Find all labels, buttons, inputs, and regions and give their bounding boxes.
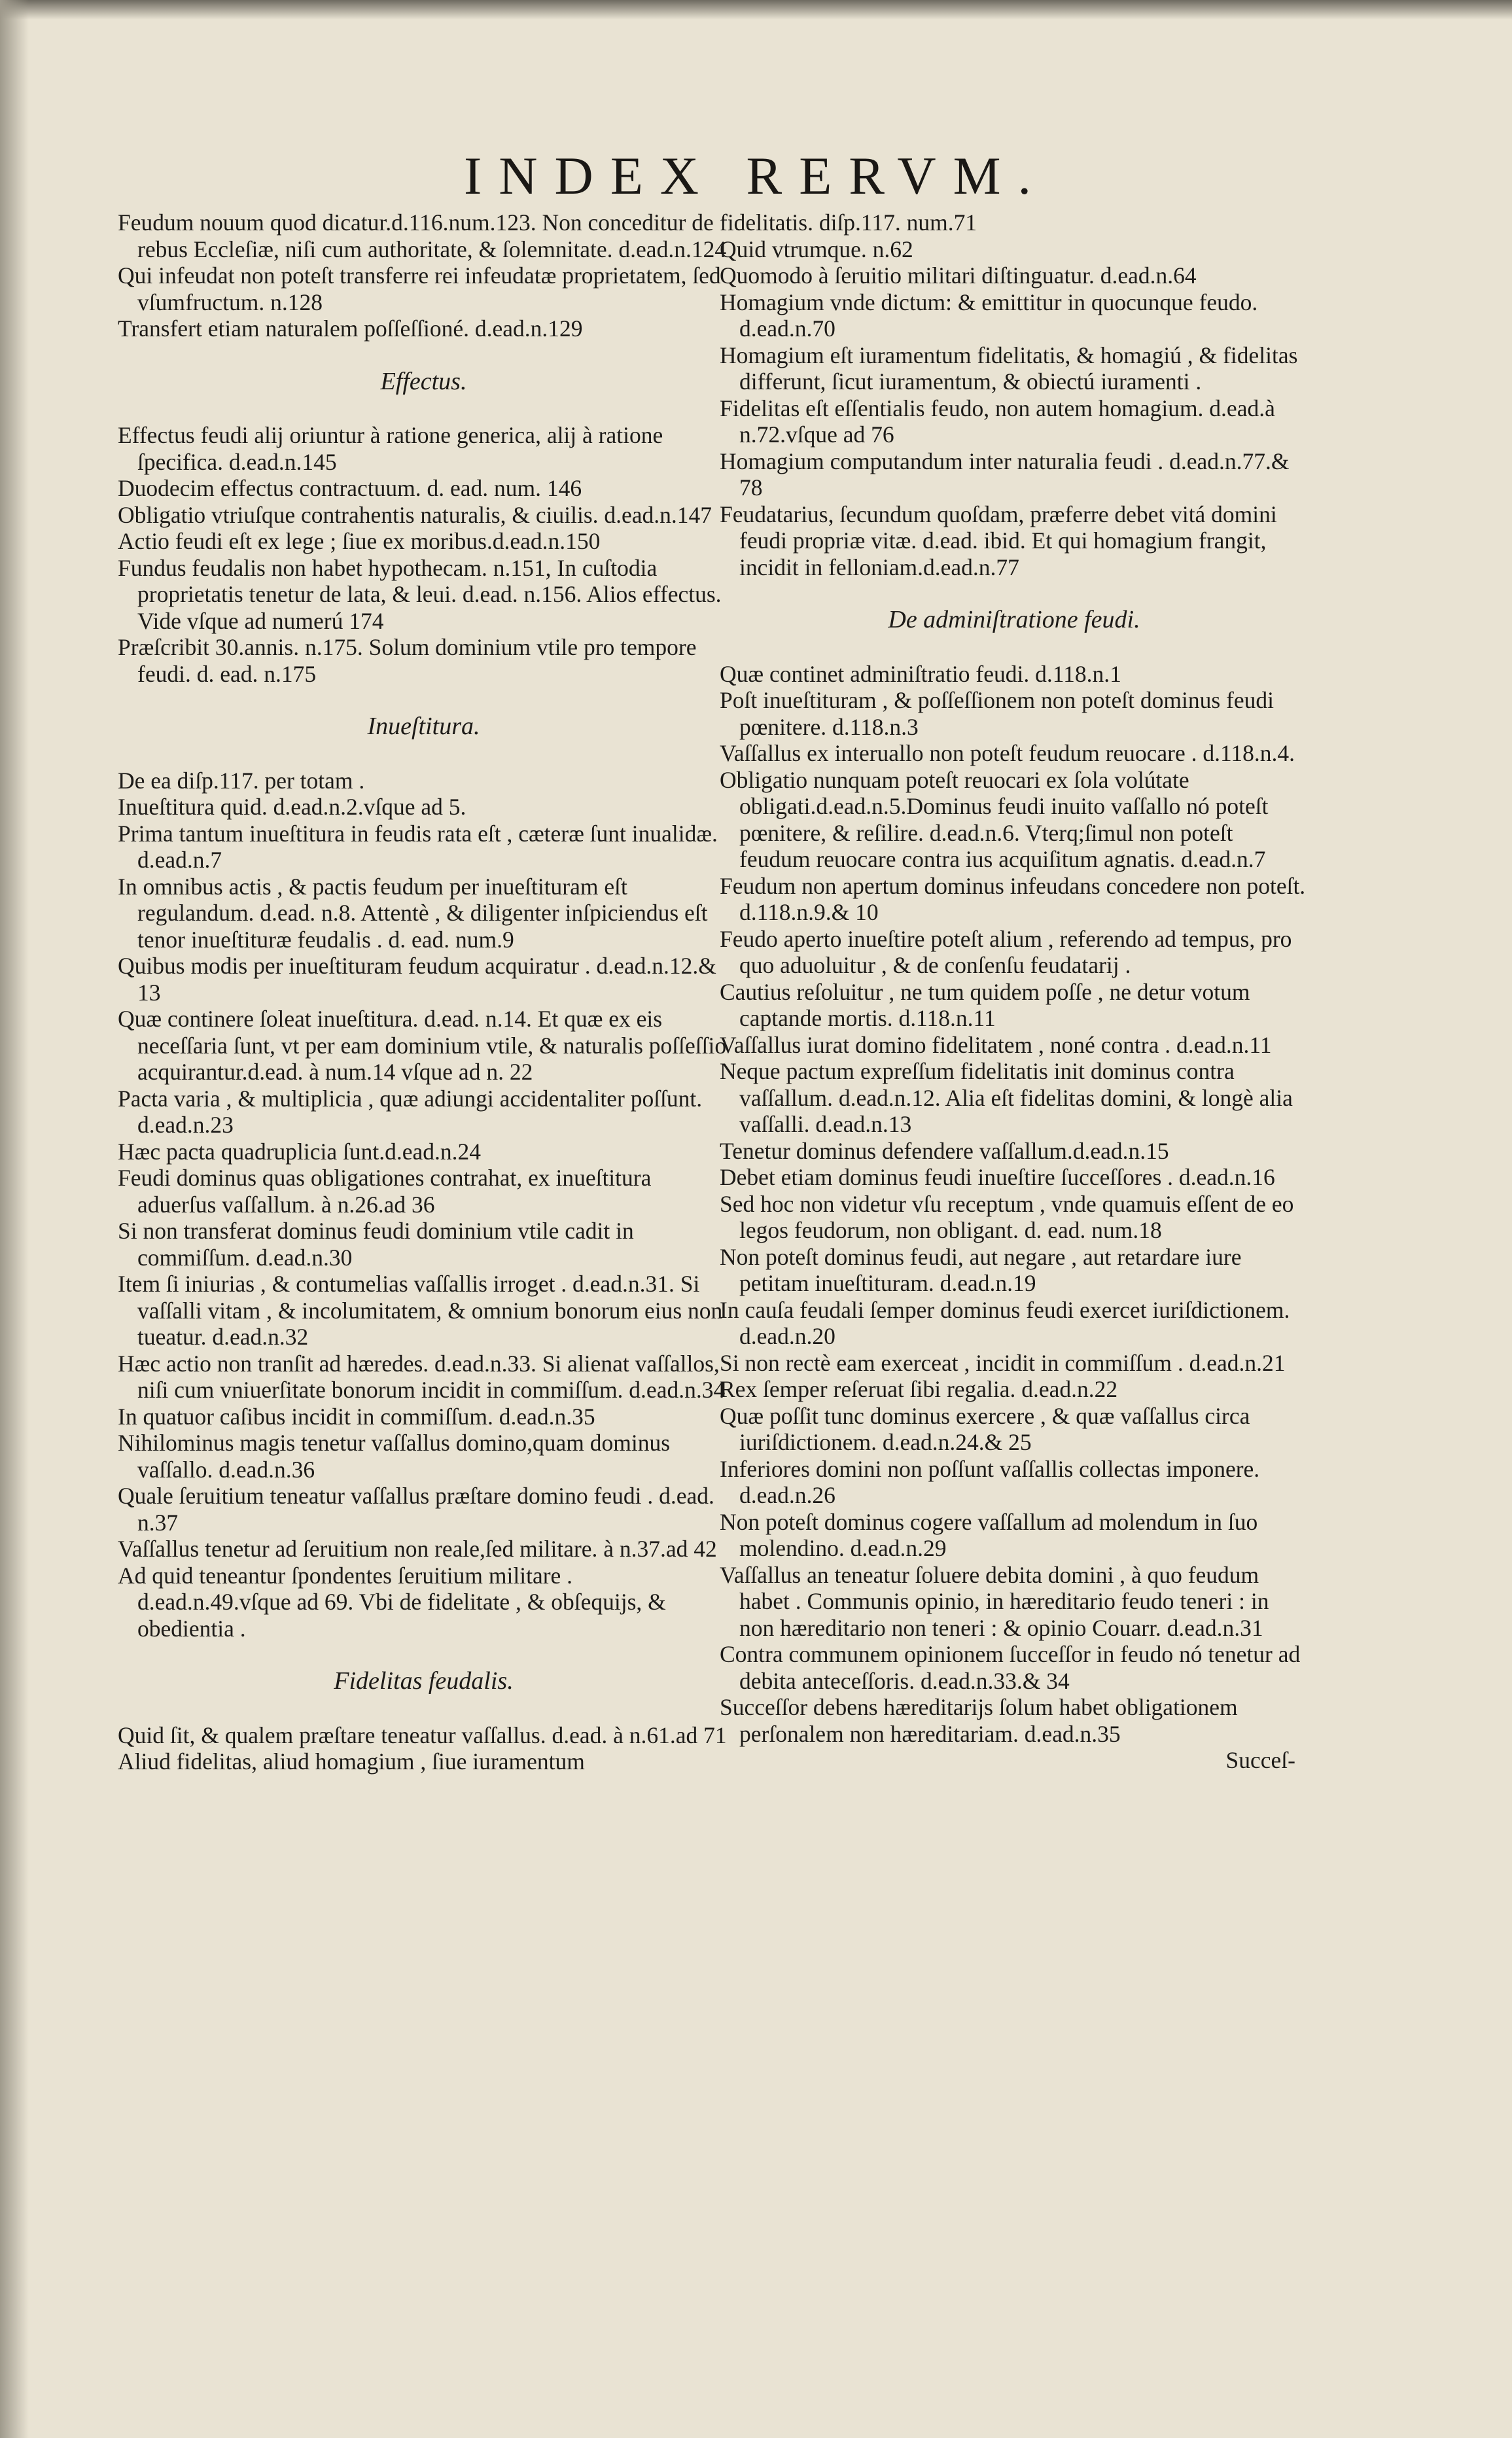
index-entry: Effectus feudi alij oriuntur à ratione generica, alij à ratione ſpecifica. d.ead.n.145 bbox=[118, 422, 663, 475]
index-entry: Contra communem opinionem ſucceſſor in feudo nó tenetur ad debita anteceſſoris. d.ead.n.33.& 34 bbox=[720, 1641, 1301, 1694]
index-entry: Feudum non apertum dominus infeudans concedere non poteſt. d.118.n.9.& 10 bbox=[720, 872, 1306, 925]
index-entry: Transfert etiam naturalem poſſeſſioné. d.ead.n.129 bbox=[118, 315, 583, 342]
index-entry: Non poteſt dominus feudi, aut negare , aut retardare iure petitam inueſtituram. d.ead.n.19 bbox=[720, 1243, 1242, 1296]
index-entry: Obligatio vtriuſque contrahentis naturalis, & ciuilis. d.ead.n.147 bbox=[118, 501, 712, 528]
index-entry: Cautius reſoluitur , ne tum quidem poſſe , ne detur votum captande mortis. d.118.n.11 bbox=[720, 978, 1250, 1031]
index-entry: Feudatarius, ſecundum quoſdam, præferre debet vitá domini feudi propriæ vitæ. d.ead. ibid. Et qui homagium frangit, incidit in felloniam.d.ead.n.77 bbox=[720, 501, 1277, 580]
index-entry: Quomodo à ſeruitio militari diſtinguatur. d.ead.n.64 bbox=[720, 262, 1197, 289]
index-entry: Item ſi iniurias , & contumelias vaſſallis irroget . d.ead.n.31. Si vaſſalli vitam , & incolumitatem, & omnium bonorum eius non tueatur. d.ead.n.32 bbox=[118, 1271, 723, 1350]
index-entry: Inferiores domini non poſſunt vaſſallis collectas imponere. d.ead.n.26 bbox=[720, 1455, 1260, 1508]
index-entry: Inueſtitura quid. d.ead.n.2.vſque ad 5. bbox=[118, 794, 466, 820]
index-entry: Fundus feudalis non habet hypothecam. n.151, In cuſtodia proprietatis tenetur de lata, & leui. d.ead. n.156. Alios effectus. Vide vſque ad numerú 174 bbox=[118, 554, 722, 634]
section-title-administratione: De adminiſtratione feudi. bbox=[888, 606, 1140, 633]
index-entry: Vaſſallus an teneatur ſoluere debita domini , à quo feudum habet . Communis opinio, in hæreditario feudo teneri : in non hæreditario non teneri : & opinio Couarr. d.ead.n.31 bbox=[720, 1561, 1269, 1641]
left-column bbox=[118, 209, 730, 1775]
index-entry: Nihilominus magis tenetur vaſſallus domino,quam dominus vaſſallo. d.ead.n.36 bbox=[118, 1430, 671, 1483]
index-entry: Poſt inueſtituram , & poſſeſſionem non poteſt dominus feudi pœnitere. d.118.n.3 bbox=[720, 687, 1274, 740]
index-entry: Aliud fidelitas, aliud homagium , ſiue iuramentum bbox=[118, 1748, 585, 1775]
index-entry: Præſcribit 30.annis. n.175. Solum dominium vtile pro tempore feudi. d. ead. n.175 bbox=[118, 634, 697, 687]
index-entry: Feudi dominus quas obligationes contrahat, ex inueſtitura aduerſus vaſſallum. à n.26.ad 36 bbox=[118, 1165, 652, 1218]
index-entry: Neque pactum expreſſum fidelitatis init dominus contra vaſſallum. d.ead.n.12. Alia eſt fidelitas domini, & longè alia vaſſalli. d.ead.n.13 bbox=[720, 1058, 1293, 1137]
index-entry: Quibus modis per inueſtituram feudum acquiratur . d.ead.n.12.& 13 bbox=[118, 953, 716, 1006]
index-entry: Hæc pacta quadruplicia ſunt.d.ead.n.24 bbox=[118, 1138, 481, 1165]
page-left-shadow bbox=[0, 0, 29, 2438]
index-entry: fidelitatis. diſp.117. num.71 bbox=[720, 209, 977, 236]
index-entry: Vaſſallus iurat domino fidelitatem , noné contra . d.ead.n.11 bbox=[720, 1031, 1272, 1058]
section-title-effectus: Effectus. bbox=[380, 367, 467, 395]
index-entry: Debet etiam dominus feudi inueſtire ſucceſſores . d.ead.n.16 bbox=[720, 1164, 1275, 1190]
index-entry: Ad quid teneantur ſpondentes ſeruitium militare . d.ead.n.49.vſque ad 69. Vbi de fidelitate , & obſequijs, & obedientia . bbox=[118, 1562, 666, 1642]
index-entry: Pacta varia , & multiplicia , quæ adiungi accidentaliter poſſunt. d.ead.n.23 bbox=[118, 1085, 703, 1138]
index-entry: Sed hoc non videtur vſu receptum , vnde quamuis eſſent de eo legos feudorum, non obligant. d. ead. num.18 bbox=[720, 1190, 1294, 1243]
index-entry: Hæc actio non tranſit ad hæredes. d.ead.n.33. Si alienat vaſſallos, niſi cum vniuerſitate bonorum incidit in commiſſum. d.ead.n.34 bbox=[118, 1350, 726, 1403]
index-entry: Feudum nouum quod dicatur.d.116.num.123. Non conceditur de rebus Eccleſiæ, niſi cum authoritate, & ſolemnitate. d.ead.n.124 bbox=[118, 209, 727, 262]
index-entry: Rex ſemper reſeruat ſibi regalia. d.ead.n.22 bbox=[720, 1376, 1118, 1402]
index-entry: Quid ſit, & qualem præſtare teneatur vaſſallus. d.ead. à n.61.ad 71 bbox=[118, 1722, 727, 1748]
index-entry: Prima tantum inueſtitura in feudis rata eſt , cæteræ ſunt inualidæ. d.ead.n.7 bbox=[118, 820, 718, 873]
section-title-fidelitas: Fidelitas feudalis. bbox=[334, 1667, 514, 1695]
index-entry: Vaſſallus ex interuallo non poteſt feudum reuocare . d.118.n.4. bbox=[720, 740, 1295, 766]
page-top-shadow bbox=[0, 0, 1512, 20]
index-entry: Quæ continet adminiſtratio feudi. d.118.n.1 bbox=[720, 660, 1121, 687]
index-entry: Si non rectè eam exerceat , incidit in commiſſum . d.ead.n.21 bbox=[720, 1349, 1286, 1376]
index-entry: Actio feudi eſt ex lege ; ſiue ex moribus.d.ead.n.150 bbox=[118, 528, 601, 554]
index-entry: De ea diſp.117. per totam . bbox=[118, 767, 365, 794]
index-entry: Quæ continere ſoleat inueſtitura. d.ead. n.14. Et quæ ex eis neceſſaria ſunt, vt per eam dominium vtile, & naturalis poſſeſſio acquirantur.d.ead. à num.14 vſque ad n. 22 bbox=[118, 1006, 727, 1085]
index-entry: In cauſa feudali ſemper dominus feudi exercet iuriſdictionem. d.ead.n.20 bbox=[720, 1296, 1290, 1349]
index-entry: In omnibus actis , & pactis feudum per inueſtituram eſt regulandum. d.ead. n.8. Attentè , & diligenter inſpiciendus eſt tenor inueſtituræ feudalis . d. ead. num.9 bbox=[118, 873, 708, 953]
index-entry: Si non transferat dominus feudi dominium vtile cadit in commiſſum. d.ead.n.30 bbox=[118, 1218, 634, 1271]
index-entry: Non poteſt dominus cogere vaſſallum ad molendum in ſuo molendino. d.ead.n.29 bbox=[720, 1508, 1258, 1561]
catchword: Succeſ- bbox=[1225, 1747, 1295, 1773]
index-entry: Succeſſor debens hæreditarijs ſolum habet obligationem perſonalem non hæreditariam. d.ead.n.35 bbox=[720, 1694, 1238, 1747]
index-entry: Feudo aperto inueſtire poteſt alium , referendo ad tempus, pro quo aduoluitur , & de conſenſu feudatarij . bbox=[720, 925, 1292, 978]
index-entry: Qui infeudat non poteſt transferre rei infeudatæ proprietatem, ſed vſumfructum. n.128 bbox=[118, 262, 721, 315]
index-entry: Vaſſallus tenetur ad ſeruitium non reale,ſed militare. à n.37.ad 42 bbox=[118, 1536, 717, 1562]
right-column bbox=[720, 209, 1309, 1774]
index-entry: Quid vtrumque. n.62 bbox=[720, 236, 913, 262]
index-entry: Tenetur dominus defendere vaſſallum.d.ead.n.15 bbox=[720, 1137, 1169, 1164]
index-entry: Quæ poſſit tunc dominus exercere , & quæ vaſſallus circa iuriſdictionem. d.ead.n.24.& 25 bbox=[720, 1402, 1250, 1455]
index-entry: In quatuor caſibus incidit in commiſſum. d.ead.n.35 bbox=[118, 1403, 595, 1430]
page-header: INDEX RERVM. bbox=[463, 146, 1049, 205]
index-entry: Homagium vnde dictum: & emittitur in quocunque feudo. d.ead.n.70 bbox=[720, 289, 1258, 342]
index-entry: Homagium computandum inter naturalia feudi . d.ead.n.77.& 78 bbox=[720, 448, 1290, 501]
index-entry: Homagium eſt iuramentum fidelitatis, & homagiú , & fidelitas differunt, ſicut iuramentum, & obiectú iuramenti . bbox=[720, 342, 1298, 395]
index-entry: Duodecim effectus contractuum. d. ead. num. 146 bbox=[118, 475, 582, 501]
index-entry: Fidelitas eſt eſſentialis feudo, non autem homagium. d.ead.à n.72.vſque ad 76 bbox=[720, 395, 1275, 448]
section-title-inuestitura: Inueſtitura. bbox=[367, 713, 480, 740]
index-entry: Obligatio nunquam poteſt reuocari ex ſola volútate obligati.d.ead.n.5.Dominus feudi inuito vaſſallo nó poteſt pœnitere, & reſilire. d.ead.n.6. Vterq;ſimul non poteſt feudum reuocare contra ius acquiſitum agnatis. d.ead.n.7 bbox=[720, 766, 1269, 872]
index-entry: Quale ſeruitium teneatur vaſſallus præſtare domino feudi . d.ead. n.37 bbox=[118, 1483, 714, 1536]
